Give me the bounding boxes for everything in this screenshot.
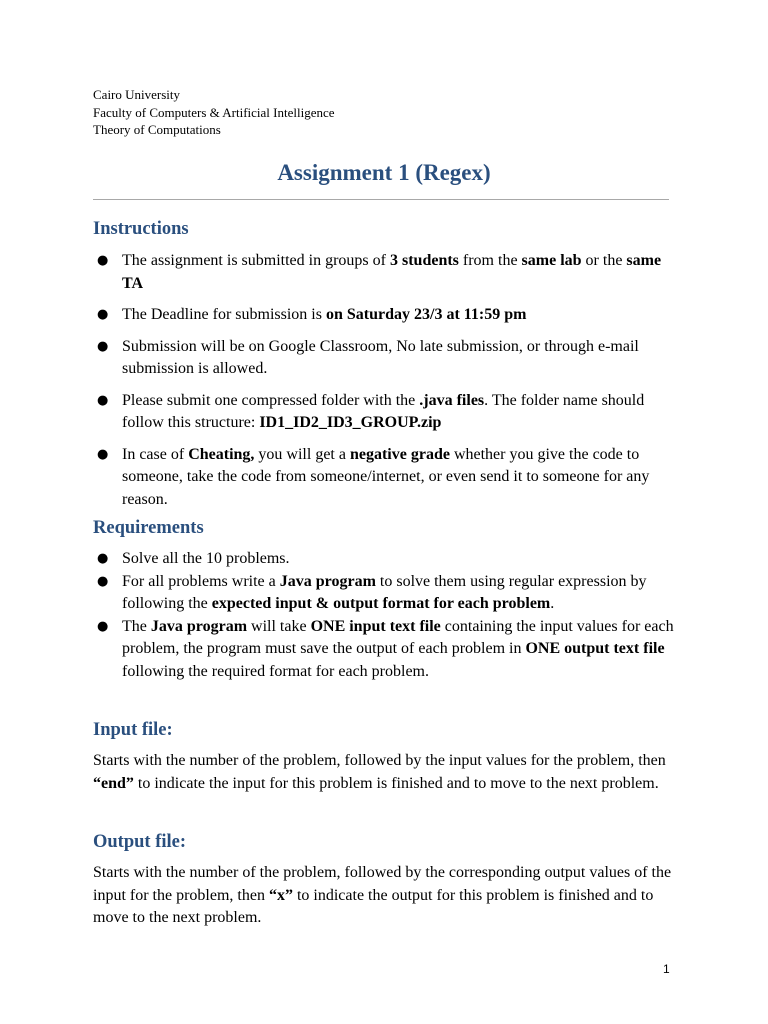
item-text: . [550,595,555,612]
faculty-name: Faculty of Computers & Artificial Intelligence [93,104,335,120]
item-bold-text: Cheating, [188,445,255,463]
output-file-heading: Output file: [93,832,187,852]
item-bold-text: expected input & output format for each problem [211,595,551,612]
bullet-icon: ● [97,307,109,322]
instructions-list [93,250,683,511]
item-bold-text: same TA [122,252,662,292]
list-item [93,548,683,571]
item-text: Solve all the 10 problems. [122,550,290,567]
paragraph-text: to indicate the input for this problem is finished and to move to the next problem. [133,774,659,792]
item-bold-text: ONE output text file [525,640,665,657]
university-name: Cairo University [93,87,181,102]
title-divider [93,199,669,200]
item-bold-text: on Saturday 23/3 at 11:59 pm [325,306,527,323]
item-text: Submission will be on Google Classroom, No late submission, or through e-mail submission is allowed. [122,337,639,377]
item-text: will take [247,617,311,635]
bullet-icon: ● [97,392,109,408]
paragraph-bold-text: “x” [268,886,293,904]
item-text: The assignment is submitted in groups of [122,252,390,269]
item-text: whether you give the code to someone, take the code from someone/internet, or even send it to someone for any reason. [122,445,650,508]
paragraph-text: Starts with the number of the problem, followed by the corresponding output values of the input for the problem, then [93,864,672,904]
input-file-description [93,750,673,795]
paragraph-text: to indicate the output for this problem is finished and to move to the next problem. [93,886,654,926]
item-text: to solve them using regular expression by following the [122,572,647,612]
item-text: from the [458,252,522,269]
item-text: For all problems write a [122,572,280,590]
list-item [93,390,683,435]
paragraph-text: Starts with the number of the problem, followed by the input values for the problem, then [93,752,666,769]
bullet-icon: ● [97,338,109,354]
input-file-heading: Input file: [93,720,173,740]
item-text: The Deadline for submission is [122,306,326,323]
item-text: following the required format for each problem. [122,662,429,680]
course-name: Theory of Computations [93,122,221,138]
item-text: containing the input values for each problem, the program must save the output of each problem in [122,617,674,657]
document-title: Assignment 1 (Regex) [277,160,491,185]
paragraph-bold-text: “end” [93,774,134,792]
item-text: or the [581,252,627,269]
item-bold-text: ONE input text file [310,617,441,635]
item-text: In case of [122,445,189,463]
list-item [93,571,683,616]
item-bold-text: negative grade [349,445,450,463]
item-bold-text: ID1_ID2_ID3_GROUP.zip [259,414,442,431]
page-number: 1 [663,962,670,976]
output-file-description [93,862,673,930]
item-bold-text: Java program [279,572,376,590]
document-header [93,86,335,139]
list-item [93,616,683,684]
item-text: Please submit one compressed folder with the [122,391,420,409]
item-bold-text: .java files [419,391,485,409]
item-bold-text: Java program [150,617,248,635]
list-item [93,336,683,381]
requirements-heading: Requirements [93,518,204,538]
item-text: you will get a [254,445,350,463]
bullet-icon: ● [97,446,109,462]
bullet-icon: ● [97,551,109,566]
instructions-heading: Instructions [93,219,189,239]
item-text: . The folder name should follow this structure: [122,391,645,431]
bullet-icon: ● [97,618,109,634]
list-item [93,444,683,512]
requirements-list [93,548,683,683]
item-bold-text: same lab [521,252,582,269]
item-text: The [122,617,151,635]
bullet-icon: ● [97,573,109,589]
bullet-icon: ● [97,253,109,268]
list-item [93,304,683,327]
list-item [93,250,683,295]
item-bold-text: 3 students [389,252,459,269]
